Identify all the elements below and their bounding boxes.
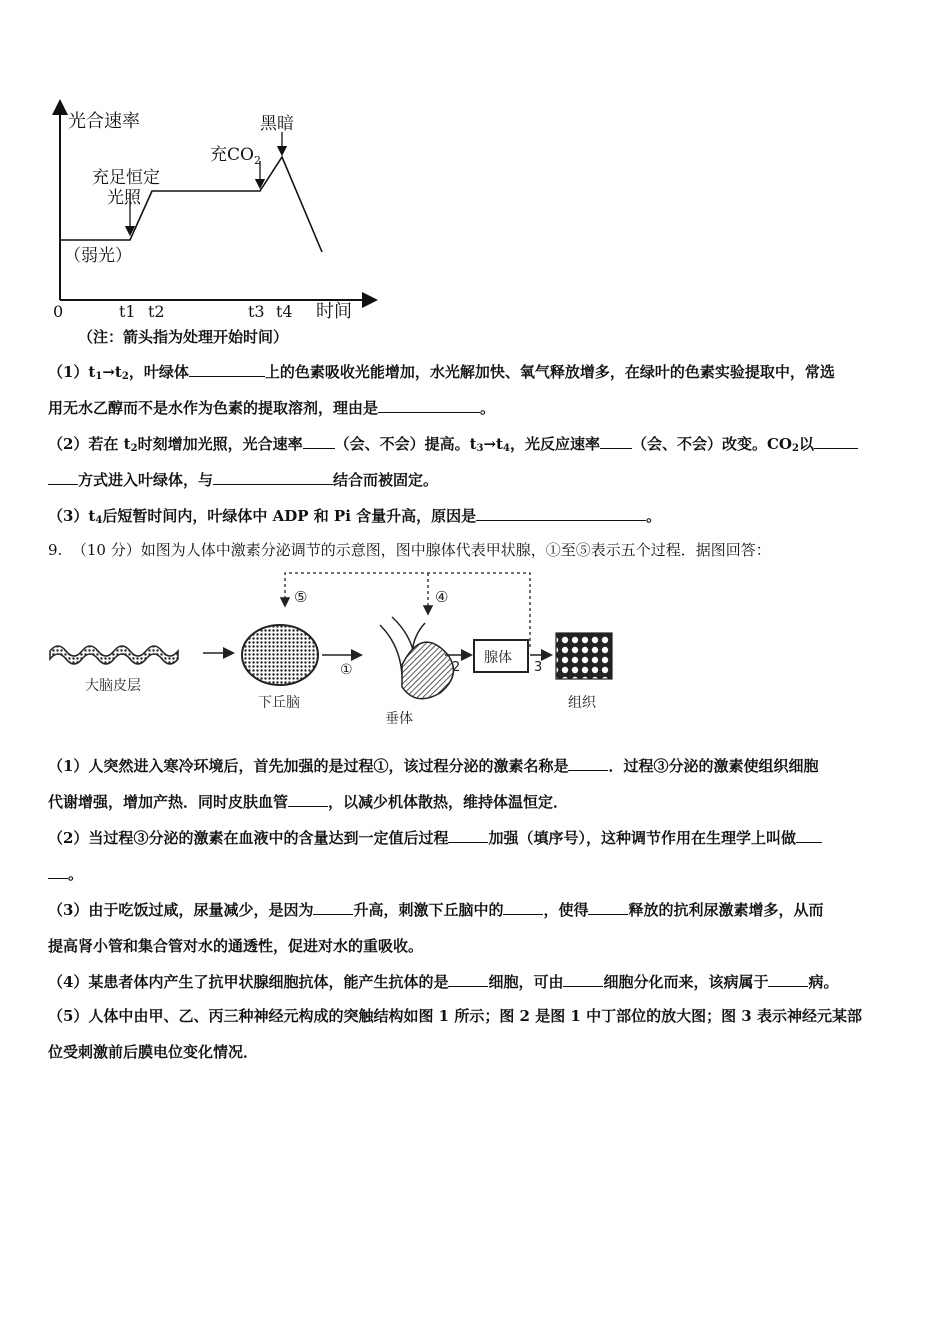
q8-part3: $(3)t_4$后短暂时间内，叶绿体中 ADP 和 Pi 含量升高，原因是 。 xyxy=(48,507,662,526)
annotation-light-line1: 充足恒定 xyxy=(92,168,160,188)
tissue-label: 组织 xyxy=(568,695,596,711)
q9-part2-line1: （2）当过程③分泌的激素在血液中的含量达到一定值后过程 加强（填序号），这种调节作用在生理学上叫做 xyxy=(48,828,918,848)
blank[interactable] xyxy=(588,900,628,915)
blank[interactable] xyxy=(796,828,822,843)
photosynthesis-rate-chart xyxy=(30,95,390,355)
blank[interactable] xyxy=(600,434,632,449)
q9-stem: 9. （10 分）如图为人体中激素分泌调节的示意图，图中腺体代表甲状腺，①至⑤表示五个过程．据图回答： xyxy=(48,541,771,559)
blank[interactable] xyxy=(448,972,488,987)
q8-part1-line2: 用无水乙醇而不是水作为色素的提取溶剂，理由是 。 xyxy=(48,399,496,417)
annotation-co2: 充$CO_2$ xyxy=(210,145,261,167)
blank[interactable] xyxy=(814,434,858,449)
blank[interactable] xyxy=(213,470,333,485)
blank[interactable] xyxy=(503,900,543,915)
blank[interactable] xyxy=(476,506,646,521)
step-5-label: ⑤ xyxy=(294,588,308,606)
blank[interactable] xyxy=(48,864,68,879)
annotation-dark: 黑暗 xyxy=(260,114,294,134)
cortex-label: 大脑皮层 xyxy=(85,678,141,694)
hypothalamus-label: 下丘脑 xyxy=(258,695,300,711)
cerebral-cortex xyxy=(50,646,178,664)
q9-part2-line2: 。 xyxy=(48,864,918,884)
q9-part4: （4）某患者体内产生了抗甲状腺细胞抗体，能产生抗体的是 细胞，可由 细胞分化而来，该病属于 病。 xyxy=(48,973,839,991)
blank[interactable] xyxy=(313,900,353,915)
blank[interactable] xyxy=(48,470,78,485)
tick-t2: t2 xyxy=(148,302,165,321)
hormone-regulation-diagram xyxy=(40,565,620,725)
blank[interactable] xyxy=(563,972,603,987)
blank[interactable] xyxy=(288,792,328,807)
q9-part3-line2: 提高肾小管和集合管对水的通透性，促进对水的重吸收。 xyxy=(48,937,424,955)
step-4-label: ④ xyxy=(435,588,449,606)
q9-part3-line1: （3）由于吃饭过咸，尿量减少，是因为 升高，刺激下丘脑中的 ，使得 释放的抗利尿激素增多，从而 xyxy=(48,901,824,919)
step-1-label: ① xyxy=(340,662,353,678)
tissue xyxy=(556,633,612,679)
hypothalamus xyxy=(242,625,318,685)
q8-part1-line1: $(1)t_1\to t_2$，叶绿体 上的色素吸收光能增加，水光解加快、氧气释放增多，在绿叶的色素实验提取中，常选 xyxy=(48,363,835,382)
q9-part5-line1: （5）人体中由甲、乙、丙三种神经元构成的突触结构如图 1 所示；图 2 是图 1 中丁部位的放大图；图 3 表示神经元某部 xyxy=(48,1007,862,1025)
blank[interactable] xyxy=(448,828,488,843)
pituitary xyxy=(402,642,453,699)
q8-part2-line2: 方式进入叶绿体，与 结合而被固定。 xyxy=(48,470,918,490)
annotation-weak-light: （弱光） xyxy=(64,246,132,266)
q9-part5-line2: 位受刺激前后膜电位变化情况． xyxy=(48,1043,259,1061)
tick-t3: t3 xyxy=(248,302,265,321)
step-3-label: 3 xyxy=(534,660,543,675)
blank[interactable] xyxy=(189,362,265,377)
blank[interactable] xyxy=(378,398,480,413)
q9-part1-line2: 代谢增强，增加产热．同时皮肤血管 ，以减少机体散热，维持体温恒定． xyxy=(48,793,569,811)
tick-t1: t1 xyxy=(119,302,136,321)
blank[interactable] xyxy=(768,972,808,987)
x-axis-label: 时间 xyxy=(316,301,352,322)
step-2-label: 2 xyxy=(452,660,461,675)
annotation-light-line2: 光照 xyxy=(107,188,141,208)
origin-label: 0 xyxy=(53,302,64,321)
blank[interactable] xyxy=(303,434,335,449)
chart-note: （注：箭头指为处理开始时间） xyxy=(78,328,289,346)
q9-part1-line1: （1）人突然进入寒冷环境后，首先加强的是过程①，该过程分泌的激素名称是 ．过程③分泌的激素使组织细胞 xyxy=(48,757,819,775)
question-score: （10 分） xyxy=(71,541,141,559)
gland-label: 腺体 xyxy=(484,650,512,666)
y-axis-label: 光合速率 xyxy=(68,111,140,132)
q8-part2-line1: （2）若在 $t_2$时刻增加光照，光合速率 （会、不会）提高。$t_3\to t_4$，光反应速率 （会、不会）改变。$CO_2$以 xyxy=(48,434,918,459)
blank[interactable] xyxy=(568,756,608,771)
question-number: 9. xyxy=(48,541,63,559)
pituitary-label: 垂体 xyxy=(385,711,413,725)
tick-t4: t4 xyxy=(276,302,293,321)
